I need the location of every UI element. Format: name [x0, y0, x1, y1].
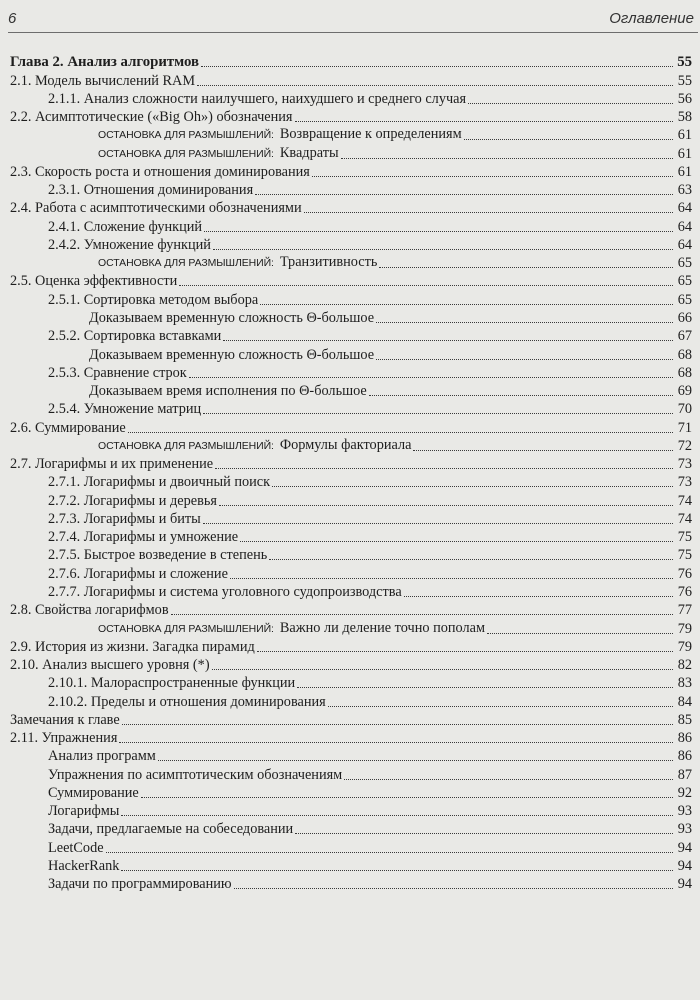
toc-entry — [10, 784, 692, 802]
dot-leader — [215, 467, 673, 469]
dot-leader — [128, 431, 673, 433]
toc-entry-text: 2.5.4. Умножение матриц — [48, 401, 202, 418]
toc-entry — [10, 857, 692, 875]
toc-entry-text: 2.4. Работа с асимптотическими обозначениями — [10, 200, 302, 217]
dot-leader — [121, 869, 673, 871]
toc-entry-title — [48, 584, 402, 601]
dot-leader — [203, 522, 673, 524]
toc-entry — [10, 491, 692, 509]
toc-entry-title — [10, 712, 120, 729]
toc-entry-text: Доказываем временную сложность Θ-большое — [89, 346, 375, 363]
toc-entry-page: 64 — [677, 218, 692, 235]
toc-entry-title — [48, 219, 202, 236]
toc-entry-text: 2.7.7. Логарифмы и система уголовного судопроизводства — [48, 583, 402, 600]
toc-entry-page: 64 — [677, 236, 692, 253]
dot-leader — [295, 832, 673, 834]
toc-entry-title — [98, 254, 377, 272]
dot-leader — [121, 814, 673, 816]
dot-leader — [213, 248, 673, 250]
toc-entry-text: Замечания к главе — [10, 711, 120, 728]
dot-leader — [487, 632, 673, 634]
toc-entry-page: 75 — [677, 547, 692, 564]
toc-entry-title — [10, 456, 213, 473]
toc-entry-page: 70 — [677, 401, 692, 418]
toc-entry — [10, 163, 692, 181]
toc-entry-page: 68 — [677, 346, 692, 363]
toc-entry — [10, 875, 692, 893]
toc-entry-text: 2.10.2. Пределы и отношения доминирования — [48, 693, 326, 710]
toc-entry-text: 2.1.1. Анализ сложности наилучшего, наихудшего и среднего случая — [48, 90, 467, 107]
dot-leader — [376, 358, 673, 360]
dot-leader — [468, 102, 673, 104]
toc-entry — [10, 309, 692, 327]
toc-entry-page: 75 — [677, 529, 692, 546]
toc-entry-page: 86 — [677, 730, 692, 747]
toc-entry — [10, 364, 692, 382]
toc-entry — [10, 400, 692, 418]
toc-entry-text: 2.4.1. Сложение функций — [48, 218, 203, 235]
toc-entry-title — [10, 200, 302, 217]
toc-entry-text: 2.7.5. Быстрое возведение в степень — [48, 547, 268, 564]
toc-entry-page: 87 — [677, 766, 692, 783]
toc-entry — [10, 272, 692, 290]
toc-entry-text: 2.6. Суммирование — [10, 419, 126, 436]
dot-leader — [201, 65, 673, 67]
toc-entry-page: 76 — [677, 583, 692, 600]
toc-entry-page: 58 — [677, 109, 692, 126]
toc-entry-page: 73 — [677, 456, 692, 473]
toc-entry-title — [10, 54, 199, 71]
toc-entry-page: 74 — [677, 492, 692, 509]
toc-entry — [10, 327, 692, 345]
dot-leader — [379, 266, 673, 268]
toc-entry-title — [48, 694, 326, 711]
header-rule — [8, 32, 698, 33]
dot-leader — [257, 650, 673, 652]
toc-entry-label: ОСТАНОВКА ДЛЯ РАЗМЫШЛЕНИЙ: — [98, 257, 274, 270]
toc-entry-page: 93 — [677, 803, 692, 820]
toc-entry — [10, 254, 692, 272]
toc-entry-text: 2.5.2. Сортировка вставками — [48, 328, 222, 345]
toc-entry-text: Суммирование — [48, 784, 139, 801]
dot-leader — [240, 540, 673, 542]
toc-entry-text: 2.7.3. Логарифмы и биты — [48, 510, 201, 527]
toc-entry-title — [10, 73, 195, 90]
toc-entry-text: LeetCode — [48, 839, 104, 856]
toc-entry — [10, 418, 692, 436]
toc-entry-text: 2.3. Скорость роста и отношения доминирования — [10, 163, 310, 180]
toc-entry-page: 67 — [677, 328, 692, 345]
toc-entry — [10, 528, 692, 546]
toc-entry-title — [48, 767, 342, 784]
dot-leader — [106, 851, 673, 853]
toc-entry-page: 94 — [677, 857, 692, 874]
toc-entry-title — [10, 602, 169, 619]
toc-entry-title — [48, 511, 201, 528]
toc-entry — [10, 217, 692, 235]
dot-leader — [369, 394, 673, 396]
toc-entry-page: 85 — [677, 711, 692, 728]
toc-entry — [10, 729, 692, 747]
toc-entry-page: 74 — [677, 510, 692, 527]
toc-entry — [10, 546, 692, 564]
dot-leader — [341, 157, 673, 159]
dot-leader — [179, 284, 673, 286]
toc-entry-label: ОСТАНОВКА ДЛЯ РАЗМЫШЛЕНИЙ: — [98, 622, 274, 635]
toc-entry-text: 2.10. Анализ высшего уровня (*) — [10, 657, 210, 674]
toc-entry-text: Глава 2. Анализ алгоритмов — [10, 54, 200, 71]
dot-leader — [219, 504, 673, 506]
toc-entry-title — [10, 164, 310, 181]
toc-entry-title — [98, 126, 462, 144]
toc-entry-text: 2.10.1. Малораспространенные функции — [48, 675, 296, 692]
dot-leader — [376, 321, 673, 323]
dot-leader — [189, 376, 673, 378]
toc-entry-title — [10, 730, 117, 747]
toc-entry — [10, 765, 692, 783]
toc-entry-page: 77 — [677, 602, 692, 619]
toc-entry-text: Упражнения по асимптотическим обозначениям — [48, 766, 343, 783]
toc-entry — [10, 583, 692, 601]
toc-entry-label: ОСТАНОВКА ДЛЯ РАЗМЫШЛЕНИЙ: — [98, 129, 274, 142]
toc-entry-text: Задачи, предлагаемые на собеседовании — [48, 821, 294, 838]
toc-entry — [10, 53, 692, 71]
toc-entry-page: 63 — [677, 182, 692, 199]
toc-entry-text: 2.7. Логарифмы и их применение — [10, 456, 214, 473]
toc-entry-title — [89, 347, 374, 364]
toc-entry — [10, 382, 692, 400]
dot-leader — [141, 796, 673, 798]
dot-leader — [122, 723, 673, 725]
toc-entry-title — [98, 620, 485, 638]
toc-entry-page: 86 — [677, 748, 692, 765]
toc-entry-text: 2.4.2. Умножение функций — [48, 236, 211, 253]
toc-entry-page: 61 — [677, 163, 692, 180]
toc-entry — [10, 564, 692, 582]
toc-entry-text: 2.7.4. Логарифмы и умножение — [48, 529, 239, 546]
toc-entry — [10, 473, 692, 491]
toc-entry-page: 84 — [677, 693, 692, 710]
toc-entry-title — [48, 821, 293, 838]
dot-leader — [295, 120, 673, 122]
toc-entry — [10, 601, 692, 619]
toc-entry-text: Возвращение к определениям — [279, 126, 462, 143]
toc-entry-page: 65 — [677, 255, 692, 272]
toc-entry-title — [48, 182, 253, 199]
toc-entry — [10, 638, 692, 656]
page-number: 6 — [8, 10, 17, 27]
toc-entry-text: Задачи по программированию — [48, 876, 232, 893]
table-of-contents — [10, 53, 692, 893]
toc-entry — [10, 747, 692, 765]
toc-entry-text: 2.11. Упражнения — [10, 730, 118, 747]
toc-entry-title — [10, 273, 177, 290]
toc-entry — [10, 838, 692, 856]
toc-entry-page: 79 — [677, 638, 692, 655]
toc-entry-page: 61 — [677, 145, 692, 162]
toc-entry-page: 61 — [677, 127, 692, 144]
dot-leader — [212, 668, 673, 670]
toc-entry-page: 65 — [677, 273, 692, 290]
dot-leader — [260, 303, 673, 305]
dot-leader — [204, 230, 673, 232]
toc-entry — [10, 619, 692, 637]
toc-entry — [10, 692, 692, 710]
toc-entry — [10, 345, 692, 363]
dot-leader — [269, 558, 673, 560]
dot-leader — [328, 705, 673, 707]
toc-entry-page: 82 — [677, 657, 692, 674]
toc-entry-page: 73 — [677, 474, 692, 491]
dot-leader — [255, 193, 673, 195]
toc-entry — [10, 455, 692, 473]
toc-entry-text: Важно ли деление точно пополам — [279, 619, 486, 636]
toc-entry-title — [48, 237, 211, 254]
toc-entry-page: 56 — [677, 90, 692, 107]
toc-entry — [10, 199, 692, 217]
toc-entry-title — [89, 310, 374, 327]
toc-entry-text: 2.2. Асимптотические («Big Oh») обозначения — [10, 109, 293, 126]
toc-entry-text: Формулы факториала — [279, 436, 412, 453]
toc-entry-title — [48, 365, 187, 382]
toc-entry-title — [48, 840, 104, 857]
toc-entry — [10, 674, 692, 692]
toc-entry-page: 66 — [677, 309, 692, 326]
toc-entry-text: 2.7.6. Логарифмы и сложение — [48, 565, 228, 582]
toc-entry-title — [98, 437, 411, 455]
toc-entry — [10, 236, 692, 254]
toc-entry — [10, 510, 692, 528]
toc-entry-page: 55 — [677, 72, 692, 89]
running-header — [8, 8, 696, 30]
toc-entry-page: 94 — [677, 839, 692, 856]
toc-entry-title — [48, 566, 228, 583]
toc-entry-page: 79 — [677, 620, 692, 637]
dot-leader — [413, 449, 673, 451]
toc-entry-title — [48, 91, 466, 108]
dot-leader — [223, 339, 673, 341]
toc-entry-text: HackerRank — [48, 857, 120, 874]
toc-entry — [10, 711, 692, 729]
dot-leader — [203, 412, 673, 414]
dot-leader — [234, 887, 673, 889]
toc-entry — [10, 290, 692, 308]
toc-entry-page: 68 — [677, 364, 692, 381]
toc-entry-title — [89, 383, 367, 400]
dot-leader — [344, 778, 673, 780]
toc-entry — [10, 126, 692, 144]
toc-entry-title — [48, 858, 119, 875]
toc-entry-title — [48, 785, 139, 802]
toc-entry-title — [48, 803, 119, 820]
dot-leader — [464, 138, 673, 140]
toc-entry-page: 93 — [677, 821, 692, 838]
toc-entry-text: 2.7.2. Логарифмы и деревья — [48, 492, 217, 509]
dot-leader — [404, 595, 673, 597]
toc-entry — [10, 181, 692, 199]
toc-entry-text: Анализ программ — [48, 748, 156, 765]
toc-entry-text: 2.5.3. Сравнение строк — [48, 364, 187, 381]
toc-entry — [10, 108, 692, 126]
dot-leader — [119, 741, 673, 743]
toc-entry-title — [48, 876, 232, 893]
toc-entry-text: 2.8. Свойства логарифмов — [10, 602, 169, 619]
toc-entry-title — [48, 328, 221, 345]
toc-entry-text: 2.5.1. Сортировка методом выбора — [48, 291, 259, 308]
toc-entry-title — [48, 529, 238, 546]
toc-entry-page: 72 — [677, 437, 692, 454]
toc-entry-title — [10, 109, 293, 126]
toc-entry — [10, 90, 692, 108]
toc-entry-text: Доказываем временную сложность Θ-большое — [89, 309, 375, 326]
dot-leader — [171, 613, 673, 615]
toc-entry-title — [48, 474, 270, 491]
dot-leader — [312, 175, 673, 177]
section-title: Оглавление — [609, 10, 694, 27]
toc-entry-page: 55 — [677, 54, 692, 71]
dot-leader — [230, 577, 673, 579]
toc-entry — [10, 144, 692, 162]
toc-entry — [10, 820, 692, 838]
toc-entry-title — [10, 420, 126, 437]
dot-leader — [272, 485, 673, 487]
dot-leader — [158, 759, 673, 761]
toc-entry-text: 2.1. Модель вычислений RAM — [10, 72, 196, 89]
dot-leader — [197, 84, 673, 86]
toc-entry-text: Квадраты — [279, 144, 339, 161]
toc-entry-text: 2.9. История из жизни. Загадка пирамид — [10, 638, 255, 655]
toc-entry-page: 69 — [677, 383, 692, 400]
toc-entry-page: 83 — [677, 675, 692, 692]
toc-entry-page: 76 — [677, 565, 692, 582]
toc-entry-text: Доказываем время исполнения по Θ-большое — [89, 383, 367, 400]
toc-entry-title — [48, 675, 295, 692]
toc-entry-title — [10, 657, 210, 674]
toc-entry-page: 65 — [677, 291, 692, 308]
toc-entry-text: 2.7.1. Логарифмы и двоичный поиск — [48, 474, 271, 491]
toc-entry-title — [48, 547, 267, 564]
toc-entry-label: ОСТАНОВКА ДЛЯ РАЗМЫШЛЕНИЙ: — [98, 147, 274, 160]
toc-entry-title — [48, 493, 217, 510]
toc-entry-page: 94 — [677, 876, 692, 893]
toc-entry-text: Логарифмы — [48, 803, 120, 820]
toc-entry — [10, 71, 692, 89]
toc-entry — [10, 802, 692, 820]
toc-entry-title — [48, 401, 201, 418]
toc-entry-title — [48, 292, 258, 309]
toc-entry-title — [10, 639, 255, 656]
toc-entry-text: Транзитивность — [279, 254, 378, 271]
toc-entry — [10, 656, 692, 674]
toc-entry-page: 64 — [677, 200, 692, 217]
toc-entry-page: 92 — [677, 784, 692, 801]
toc-entry-text: 2.3.1. Отношения доминирования — [48, 182, 254, 199]
toc-entry — [10, 437, 692, 455]
dot-leader — [297, 686, 673, 688]
toc-entry-text: 2.5. Оценка эффективности — [10, 273, 178, 290]
toc-entry-title — [48, 748, 156, 765]
dot-leader — [304, 211, 673, 213]
toc-entry-label: ОСТАНОВКА ДЛЯ РАЗМЫШЛЕНИЙ: — [98, 439, 274, 452]
toc-entry-page: 71 — [677, 419, 692, 436]
toc-entry-title — [98, 145, 339, 163]
